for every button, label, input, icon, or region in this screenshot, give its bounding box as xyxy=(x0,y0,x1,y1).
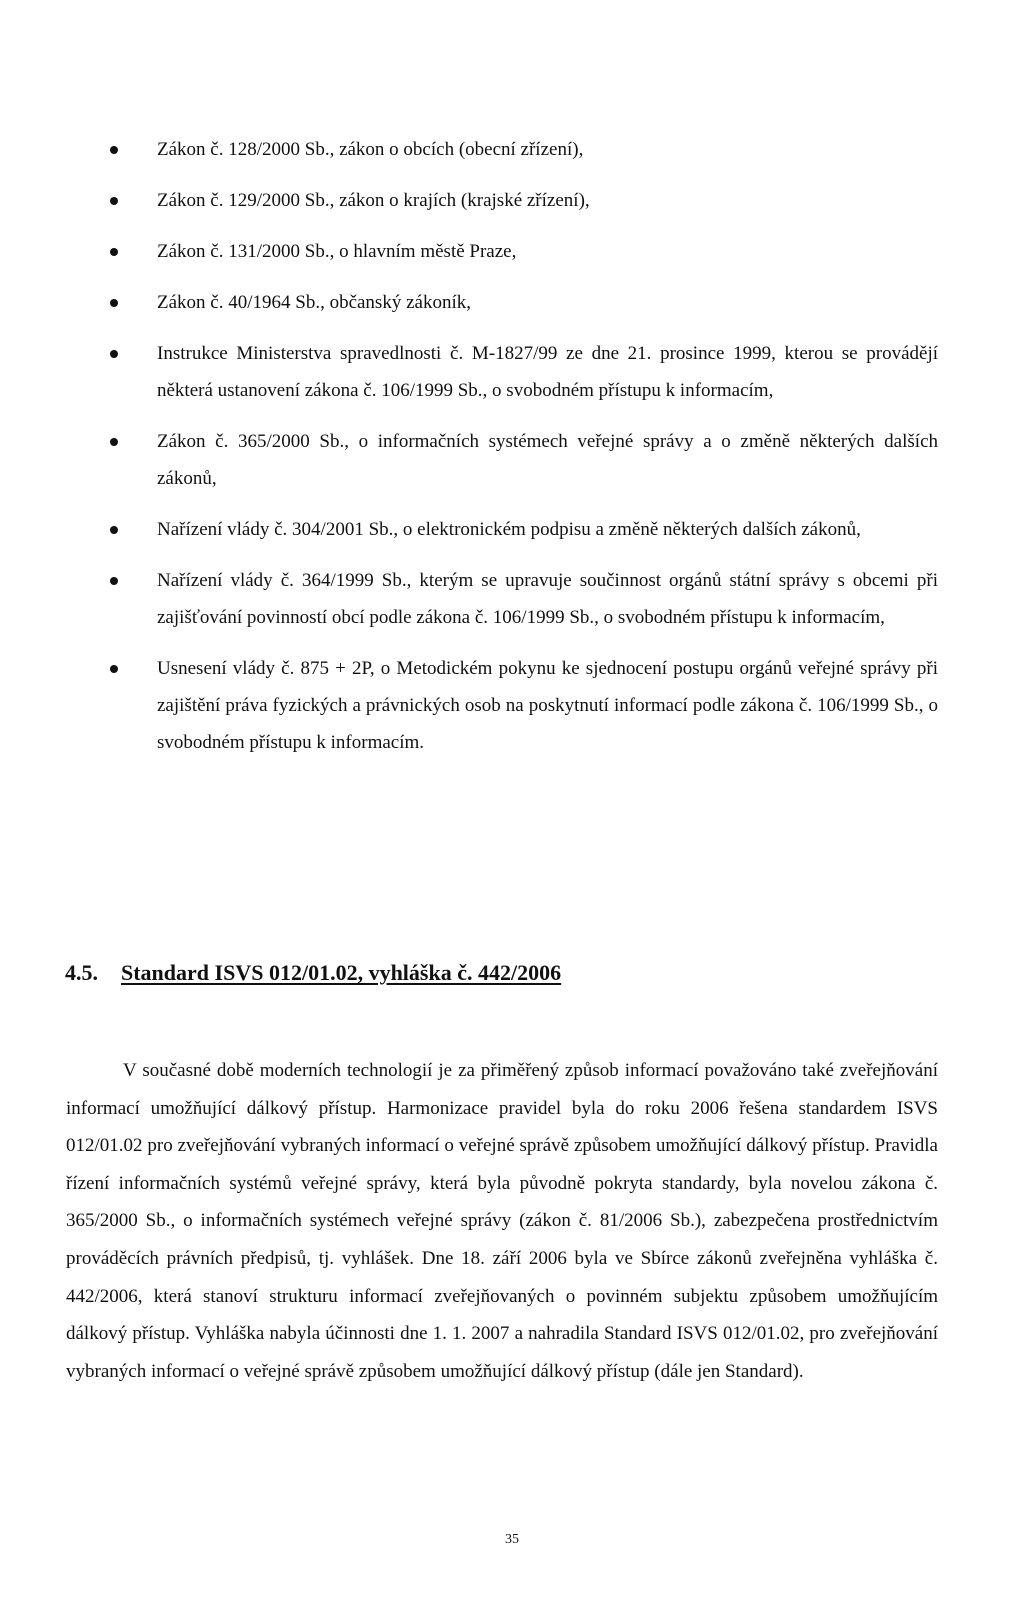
list-item xyxy=(110,511,938,548)
bullet-icon xyxy=(110,197,118,205)
list-item-text: Zákon č. 131/2000 Sb., o hlavním městě Praze, xyxy=(157,241,517,262)
bullet-icon xyxy=(110,146,118,154)
list-item xyxy=(110,131,938,168)
page-number: 35 xyxy=(505,1532,519,1547)
legislation-list xyxy=(110,131,938,775)
list-item xyxy=(110,423,938,497)
section-title: Standard ISVS 012/01.02, vyhláška č. 442/2006 xyxy=(121,960,562,985)
body-paragraph: V současné době moderních technologií je za přiměřený způsob informací považováno také zveřejňování informací umožňující dálkový přístup. Harmonizace pravidel byla do roku 2006 řešena standardem ISVS 012/01.02 pro zveřejňování vybraných informací o veřejné správě způsobem umožňující dálkový přístup. Pravidla řízení informačních systémů veřejné správy, která byla původně pokryta standardy, byla novelou zákona č. 365/2000 Sb., o informačních systémech veřejné správy (zákon č. 81/2006 Sb.), zabezpečena prostřednictvím prováděcích právních předpisů, tj. vyhlášek. Dne 18. září 2006 byla ve Sbírce zákonů zveřejněna vyhláška č. 442/2006, která stanoví strukturu informací zveřejňovaných o povinném subjektu způsobem umožňujícím dálkový přístup. Vyhláška nabyla účinnosti dne 1. 1. 2007 a nahradila Standard ISVS 012/01.02, pro zveřejňování vybraných informací o veřejné správě způsobem umožňující dálkový přístup (dále jen Standard). xyxy=(66,1060,938,1382)
bullet-icon xyxy=(110,350,118,358)
bullet-icon xyxy=(110,248,118,256)
list-item xyxy=(110,650,938,761)
list-item-text: Zákon č. 129/2000 Sb., zákon o krajích (krajské zřízení), xyxy=(157,190,590,211)
bullet-icon xyxy=(110,665,118,673)
list-item-text: Nařízení vlády č. 364/1999 Sb., kterým se upravuje součinnost orgánů státní správy s obcemi při zajišťování povinností obcí podle zákona č. 106/1999 Sb., o svobodném přístupu k informacím, xyxy=(157,570,938,628)
section-number: 4.5. xyxy=(65,960,98,985)
list-item-text: Usnesení vlády č. 875 + 2P, o Metodickém pokynu ke sjednocení postupu orgánů veřejné správy při zajištění práva fyzických a právnických osob na poskytnutí informací podle zákona č. 106/1999 Sb., o svobodném přístupu k informacím. xyxy=(157,658,938,753)
list-item-text: Zákon č. 365/2000 Sb., o informačních systémech veřejné správy a o změně některých dalších zákonů, xyxy=(157,431,938,489)
list-item-text: Nařízení vlády č. 304/2001 Sb., o elektronickém podpisu a změně některých dalších zákonů, xyxy=(157,519,861,540)
list-item xyxy=(110,562,938,636)
list-item-text: Zákon č. 128/2000 Sb., zákon o obcích (obecní zřízení), xyxy=(157,139,584,160)
bullet-icon xyxy=(110,299,118,307)
section-heading xyxy=(65,960,561,986)
list-item-text: Zákon č. 40/1964 Sb., občanský zákoník, xyxy=(157,292,471,313)
bullet-icon xyxy=(110,577,118,585)
bullet-icon xyxy=(110,438,118,446)
list-item-text: Instrukce Ministerstva spravedlnosti č. M-1827/99 ze dne 21. prosince 1999, kterou se provádějí některá ustanovení zákona č. 106/1999 Sb., o svobodném přístupu k informacím, xyxy=(157,343,938,401)
list-item xyxy=(110,182,938,219)
list-item xyxy=(110,335,938,409)
list-item xyxy=(110,233,938,270)
bullet-icon xyxy=(110,526,118,534)
list-item xyxy=(110,284,938,321)
